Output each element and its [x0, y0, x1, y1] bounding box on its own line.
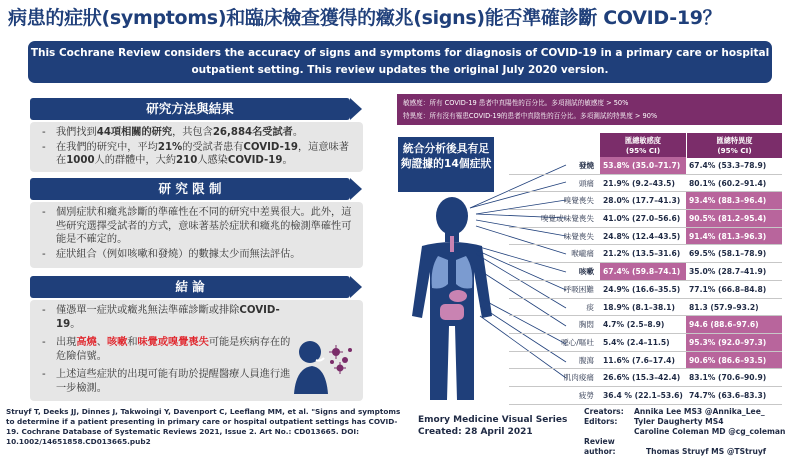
conclusion-heading: 結 論: [30, 276, 350, 298]
definition-legend: [397, 94, 782, 125]
sensitivity-value: 26.6% (15.3–42.4): [603, 373, 681, 383]
sensitivity-value: 4.7% (2.5–8.9): [603, 320, 665, 330]
symptom-name: 頭痛: [578, 178, 594, 188]
symptom-name: 噁心/嘔吐: [561, 337, 594, 347]
table-row: [509, 369, 782, 387]
methods-item-1: - 我們找到44項相關的研究，共包含26,884名受試者。: [38, 126, 355, 140]
banner-line-2: outpatient setting. This review updates the original July 2020 version.: [191, 64, 609, 76]
specificity-value: 81.3 (57.9–93.2): [689, 302, 759, 312]
methods-body: [30, 122, 363, 172]
banner-line-1: This Cochrane Review considers the accuracy of signs and symptoms for diagnosis of COVID-19 in a primary care or hospital: [30, 47, 770, 59]
specificity-value: 77.1% (66.8–84.8): [689, 284, 767, 294]
conclusion-item-2: - 出現高燒、咳嗽和味覺或嗅覺喪失可能是疾病存在的危險信號。: [38, 336, 293, 363]
intro-banner: [28, 41, 772, 83]
credits: Creators: Annika Lee MS3 @Annika_Lee_ Editors: Tyler Daugherty MS4 Caroline Coleman MD @cg_coleman Review author: Thomas Struyf MS @TStruyf: [584, 407, 786, 456]
table-row: [509, 175, 782, 193]
table-row: [509, 387, 782, 405]
symptom-name: 肌肉痠痛: [563, 373, 594, 383]
symptom-name: 咳嗽: [578, 267, 594, 277]
sensitivity-value: 11.6% (7.6–17.4): [603, 355, 675, 365]
specificity-value: 74.7% (63.6–83.3): [689, 390, 767, 400]
legend-sensitivity: 敏感度：所有 COVID-19 患者中真陽性的百分比。多項測試的敏感度 > 50%: [403, 99, 629, 107]
specificity-value: 67.4% (53.3–78.9): [689, 161, 767, 170]
specificity-value: 93.4% (88.3–96.4): [686, 192, 782, 209]
limits-item-1: - 個別症狀和癥兆診斷的準確性在不同的研究中差異很大。此外，這些研究選擇受試者的方式，意味著基於症狀和癥兆的檢測準確性可能是不確定的。: [38, 206, 355, 247]
sensitivity-value: 21.9% (9.2–43.5): [603, 178, 675, 188]
sensitivity-value: 28.0% (17.7–41.3): [603, 196, 681, 206]
specificity-value: 90.6% (86.6–93.5): [686, 352, 782, 369]
table-row: [509, 299, 782, 317]
symptom-name: 嗅覺喪失: [563, 196, 594, 206]
symptom-name: 痰: [586, 302, 594, 312]
footer-series: Emory Medicine Visual Series Created: 28 April 2021: [418, 415, 568, 437]
table-row: [509, 245, 782, 263]
page-title: 病患的症狀(symptoms)和臨床檢查獲得的癥兆(signs)能否準確診斷 COVID-19？: [8, 7, 722, 29]
symptom-name: 呼吸困難: [563, 284, 594, 294]
header-specificity: 匯總特異度 (95% CI): [686, 133, 782, 158]
conclusion-item-1: - 僅憑單一症狀或癥兆無法準確診斷或排除COVID-19。: [38, 304, 293, 331]
table-row: [509, 192, 782, 210]
symptom-name: 疲勞: [578, 390, 594, 400]
symptom-group-label: 統合分析後具有足夠證據的14個症狀: [398, 137, 494, 192]
specificity-value: 83.1% (70.6–90.9): [689, 373, 767, 383]
specificity-value: 91.4% (81.3–96.3): [686, 228, 782, 245]
limits-heading: 研 究 限 制: [30, 178, 350, 200]
sensitivity-value: 36.4 % (22.1–53.6): [603, 390, 683, 400]
conclusion-item-3: - 上述這些症狀的出現可能有助於提醒醫療人員進行進一步檢測。: [38, 368, 293, 395]
symptom-name: 味覺喪失: [563, 231, 594, 241]
limits-item-2: - 症狀組合（例如咳嗽和發燒）的數據太少而無法評估。: [38, 248, 355, 262]
symptom-name: 胸悶: [578, 320, 594, 330]
sensitivity-value: 21.2% (13.5–31.6): [603, 249, 681, 259]
table-row: [509, 352, 782, 370]
citation: Struyf T, Deeks JJ, Dinnes J, Takwoingi Y, Davenport C, Leeflang MM, et al. "Signs and symptoms to determine if a patient presenting in primary care or hospital outpatient settings has COVID-19. Cochrane Database of Systematic Reviews 2021, Issue 2. Art No.: CD013665. DOI: 10.1002/14651858.CD013665.pub2: [6, 407, 401, 446]
limits-body: [30, 202, 363, 268]
symptom-name: 發燒: [578, 161, 594, 170]
sensitivity-value: 18.9% (8.1–38.1): [603, 302, 675, 312]
sensitivity-value: 5.4% (2.4–11.5): [603, 337, 670, 347]
sensitivity-value: 41.0% (27.0–56.6): [603, 214, 681, 224]
specificity-value: 95.3% (92.0–97.3): [686, 334, 782, 351]
specificity-value: 90.5% (81.2–95.4): [686, 210, 782, 227]
table-row: [509, 228, 782, 246]
table-row: [509, 316, 782, 334]
methods-heading: 研究方法與結果: [30, 98, 350, 120]
specificity-value: 94.6 (88.6–97.6): [686, 316, 782, 333]
cough-person-icon: [290, 330, 356, 396]
specificity-value: 35.0% (28.7–41.9): [689, 267, 767, 277]
specificity-value: 80.1% (60.2–91.4): [689, 178, 767, 188]
symptom-name: 喉嚨痛: [571, 249, 594, 259]
header-sensitivity: 匯總敏感度 (95% CI): [600, 133, 686, 158]
table-row: [509, 334, 782, 352]
methods-item-2: - 在我們的研究中，平均21%的受試者患有COVID-19，這意味著在1000人的群體中，大約210人感染COVID-19。: [38, 141, 355, 168]
sensitivity-value: 24.9% (16.6–35.5): [603, 284, 681, 294]
table-row: [509, 210, 782, 228]
table-row: [509, 281, 782, 299]
table-row: [509, 157, 782, 175]
symptom-name: 腹瀉: [578, 355, 594, 365]
table-row: [509, 263, 782, 281]
symptom-name: 嗅覺或味覺喪失: [540, 214, 594, 224]
sensitivity-value: 67.4% (59.8–74.1): [600, 263, 686, 280]
sensitivity-value: 24.8% (12.4–43.5): [603, 231, 681, 241]
specificity-value: 69.5% (58.1–78.9): [689, 249, 767, 259]
sensitivity-value: 53.8% (35.0–71.7): [600, 157, 686, 174]
symptom-table: [509, 157, 782, 405]
legend-specificity: 特異度：所有沒有罹患COVID-19的患者中真陰性的百分比。多項測試的特異度 > 90%: [403, 112, 658, 120]
